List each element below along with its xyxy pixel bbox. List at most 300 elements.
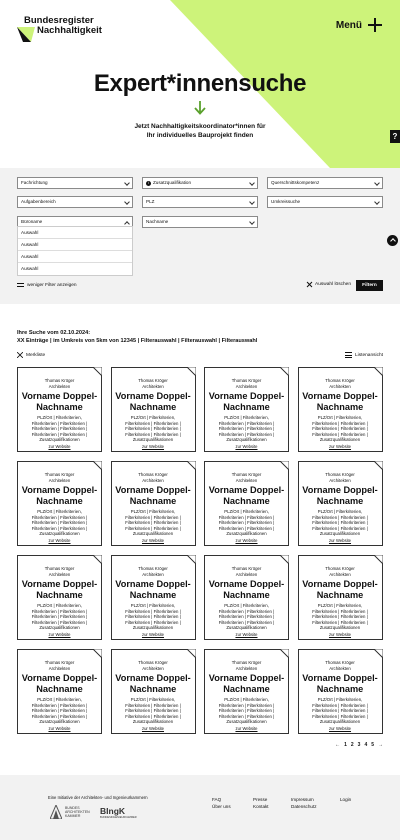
card-title [299,485,382,506]
card-person: Thomas Kröger [325,566,355,571]
bookmark-corner-icon[interactable] [374,649,383,658]
card-desc-line: PLZ/Ort | Filterkriterien, [37,697,82,702]
card-desc-line: PLZ/Ort | Filterkriterien, [224,603,269,608]
card-desc-line: Filterkriterien | Filterkriterien | [125,431,181,437]
card-desc-line: Filterkriterien | Filterkriterien | [218,619,275,625]
card-title-line1: Vorname Doppel- [21,579,98,589]
pager-next[interactable]: → [378,742,383,748]
card-desc-line: Filterkriterien | Filterkriterien | [31,708,88,714]
hero-subtitle [0,123,400,140]
card-person: Thomas Kröger [231,472,262,477]
logo-triangle-icon [17,27,35,42]
card-desc-line: Filterkriterien | Filterkriterien | [31,608,88,614]
card-website-link[interactable]: zur Website [235,632,258,637]
help-button[interactable]: ? [390,130,400,143]
card-title-line2: Nachname [223,401,270,412]
bak-line1: BUNDES [65,805,80,810]
card-desc-line: Zusatzqualifikationen [226,625,267,631]
card-person: Thomas Kröger [138,660,168,665]
card-description [205,603,288,631]
card-desc-line: Filterkriterien | Filterkriterien | [125,713,181,719]
card-description [205,415,288,443]
clear-selection-button[interactable] [307,282,351,287]
bak-line2: ARCHITEKTEN [65,809,90,814]
card-role: Architekten [142,665,164,671]
card-desc-line: Filterkriterien | Filterkriterien | [218,614,275,620]
card-desc-line: Filterkriterien | Filterkriterien | [218,702,275,708]
pagination [335,742,383,748]
menu-button[interactable] [336,18,382,32]
list-view-label: Listenansicht [355,352,383,358]
card-desc-line: Zusatzqualifikationen [319,625,361,631]
card-description [18,697,101,725]
card-title-line2: Nachname [316,495,364,506]
card-title-line1: Vorname Doppel- [302,485,378,495]
card-person: Thomas Kröger [325,378,355,383]
pager-prev[interactable]: ← [335,742,341,748]
card-desc-line: Filterkriterien | Filterkriterien | [125,619,181,625]
card-desc-line: Filterkriterien | Filterkriterien | [312,431,368,437]
card-title-line2: Nachname [36,495,83,506]
card-person: Thomas Kröger [138,566,168,571]
card-person: Thomas Kröger [325,472,355,477]
bak-line3: KAMMER [65,814,81,819]
card-person: Thomas Kröger [231,378,262,383]
menu-label: Menü [335,19,362,31]
card-title [299,391,382,412]
bookmark-corner-icon[interactable] [93,555,102,564]
pager-page[interactable]: 5 [371,742,374,748]
bak-logo-text [65,806,90,819]
card-desc-line: Zusatzqualifikationen [226,437,267,443]
dropdown-option[interactable]: Auswahl [18,239,132,251]
card-role: Architekten [142,571,164,577]
hero [0,0,400,168]
card-title [299,673,382,694]
card-desc-line: PLZ/Ort | Filterkriterien, [130,697,176,702]
card-person: Thomas Kröger [44,566,75,571]
card-description [299,509,382,537]
card-title-line2: Nachname [36,683,83,694]
card-website-link[interactable]: zur Website [235,444,258,449]
card-desc-line: Zusatzqualifikationen [39,437,80,443]
card-title-line1: Vorname Doppel- [302,391,378,401]
aufgabenbereich-select[interactable] [17,196,133,208]
card-title [112,485,195,506]
expert-card[interactable] [204,461,289,546]
card-desc-line: Filterkriterien | Filterkriterien | [31,713,88,719]
card-title [18,485,101,506]
card-role: Architekten [235,383,258,389]
bookmark-corner-icon[interactable] [93,367,102,376]
card-title [205,391,288,412]
clear-selection-label: Auswahl löschen [315,282,351,287]
bueroname-dropdown-list [17,226,133,276]
merkliste-label: Merkliste [26,352,46,358]
dropdown-option[interactable]: Auswahl [18,227,132,239]
card-desc-line: Zusatzqualifikationen [132,531,174,537]
footer-link-ueber-uns[interactable]: Über uns [212,804,231,809]
card-description [299,415,382,443]
card-title-line2: Nachname [36,401,83,412]
card-desc-line: PLZ/Ort | Filterkriterien, [224,415,269,420]
hero-subtitle-line2: Ihr individuelles Bauprojekt finden [146,131,254,139]
arrow-down-icon [194,101,206,115]
card-title [18,579,101,600]
card-title [18,673,101,694]
card-desc-line: Filterkriterien | Filterkriterien | [312,514,368,520]
card-desc-line: PLZ/Ort | Filterkriterien, [224,509,269,514]
card-website-link[interactable]: zur Website [48,632,71,637]
card-desc-line: Filterkriterien | Filterkriterien | [31,702,88,708]
card-role: Architekten [142,383,164,389]
footer-link-datenschutz[interactable]: Datenschutz [291,804,317,809]
card-person: Thomas Kröger [138,378,168,383]
bookmark-corner-icon[interactable] [374,555,383,564]
card-desc-line: Filterkriterien | Filterkriterien | [312,608,368,614]
card-description [205,509,288,537]
dropdown-option[interactable]: Auswahl [18,251,132,263]
expert-card[interactable] [17,461,102,546]
card-desc-line: Filterkriterien | Filterkriterien | [125,608,181,614]
card-desc-line: Filterkriterien | Filterkriterien | [31,520,88,526]
card-title-line2: Nachname [36,589,83,600]
card-role: Architekten [48,477,71,483]
card-desc-line: Filterkriterien | Filterkriterien | [312,619,368,625]
card-desc-line: PLZ/Ort | Filterkriterien, [130,603,176,608]
card-title-line1: Vorname Doppel- [21,673,98,683]
card-website-link[interactable]: zur Website [328,444,352,449]
card-person: Thomas Kröger [44,378,75,383]
zusatzqualifikation-label: Zusatzqualifikation [153,180,192,185]
hero-subtitle-line1: Jetzt Nachhaltigkeitskoordinator*innen für [134,123,266,130]
card-desc-line: Zusatzqualifikationen [319,531,361,537]
bingk-logo-text: BIngK [100,806,126,816]
card-role: Architekten [329,383,351,389]
expert-card[interactable] [204,649,289,734]
card-role: Architekten [329,571,351,577]
card-description [18,509,101,537]
footer-links-col4 [340,796,351,803]
card-desc-line: Filterkriterien | Filterkriterien | [31,426,88,432]
card-title-line2: Nachname [223,495,270,506]
card-title-line2: Nachname [129,683,177,694]
footer-link-presse[interactable]: Presse [253,797,268,802]
card-desc-line: Filterkriterien | Filterkriterien | [312,708,368,714]
expert-card[interactable] [111,461,196,546]
list-icon [345,352,352,358]
bookmark-corner-icon[interactable] [280,649,289,658]
card-title-line1: Vorname Doppel- [115,579,191,589]
bak-logo-icon [50,805,62,819]
footer-link-impressum[interactable]: Impressum [291,797,314,802]
card-website-link[interactable]: zur Website [328,632,352,637]
pager-page[interactable]: 3 [357,742,361,748]
chevron-down-icon [374,199,380,205]
aufgabenbereich-label: Aufgabenbereich [21,199,56,204]
card-desc-line: Filterkriterien | Filterkriterien | [125,514,181,520]
card-desc-line: PLZ/Ort | Filterkriterien, [37,509,82,514]
list-view-button[interactable] [345,352,383,358]
card-title-line2: Nachname [129,495,177,506]
expert-card[interactable] [298,555,383,640]
chevron-down-icon [124,199,130,205]
card-desc-line: Zusatzqualifikationen [39,719,80,725]
card-role: Architekten [48,665,71,671]
card-desc-line: PLZ/Ort | Filterkriterien, [130,415,176,420]
expert-card[interactable] [17,367,102,452]
card-role: Architekten [235,665,258,671]
bingk-logo[interactable] [100,806,137,819]
chevron-down-icon [249,219,255,225]
card-title [112,579,195,600]
plus-icon [368,18,382,32]
card-description [299,697,382,725]
card-website-link[interactable]: zur Website [141,632,165,637]
card-title [299,579,382,600]
footer-link-login[interactable]: Login [340,797,352,802]
card-desc-line: PLZ/Ort | Filterkriterien, [37,415,82,420]
bookmark-corner-icon[interactable] [93,649,102,658]
card-title-line2: Nachname [223,589,270,600]
bookmark-icon [17,352,23,358]
bookmark-corner-icon[interactable] [280,367,289,376]
plz-select[interactable] [142,196,258,208]
card-website-link[interactable]: zur Website [48,444,71,449]
chevron-down-icon [249,180,255,186]
card-title-line1: Vorname Doppel- [21,485,98,495]
card-title-line1: Vorname Doppel- [115,673,191,683]
card-website-link[interactable]: zur Website [235,726,258,731]
card-title-line1: Vorname Doppel- [115,391,191,401]
card-desc-line: Filterkriterien | Filterkriterien | [312,614,368,620]
card-description [112,415,195,443]
card-role: Architekten [329,477,351,483]
card-desc-line: PLZ/Ort | Filterkriterien, [37,603,82,608]
card-desc-line: Filterkriterien | Filterkriterien | [31,431,88,437]
nachname-label: Nachname [146,219,169,224]
fachrichtung-select[interactable] [17,177,133,189]
card-desc-line: Filterkriterien | Filterkriterien | [218,426,275,432]
card-desc-line: Zusatzqualifikationen [226,719,267,725]
card-website-link[interactable]: zur Website [141,726,165,731]
card-desc-line: Zusatzqualifikationen [319,437,361,443]
card-desc-line: Filterkriterien | Filterkriterien | [125,525,181,531]
card-desc-line: PLZ/Ort | Filterkriterien, [130,509,176,514]
nachname-input[interactable] [142,216,258,228]
logo-line2: Nachhaltigkeit [37,25,102,36]
card-desc-line: Filterkriterien | Filterkriterien | [218,520,275,526]
card-description [112,603,195,631]
card-desc-line: Zusatzqualifikationen [39,531,80,537]
chevron-down-icon [374,180,380,186]
card-desc-line: PLZ/Ort | Filterkriterien, [317,603,363,608]
expert-card[interactable] [298,649,383,734]
card-desc-line: Filterkriterien | Filterkriterien | [125,614,181,620]
bookmark-corner-icon[interactable] [187,367,196,376]
zusatzqualifikation-select[interactable] [142,177,258,189]
card-desc-line: Filterkriterien | Filterkriterien | [312,713,368,719]
card-desc-line: Filterkriterien | Filterkriterien | [31,525,88,531]
card-desc-line: Filterkriterien | Filterkriterien | [125,702,181,708]
bookmark-corner-icon[interactable] [280,461,289,470]
footer-link-kontakt[interactable]: Kontakt [253,804,269,809]
card-description [18,603,101,631]
footer [0,775,400,840]
card-website-link[interactable]: zur Website [141,538,165,543]
card-website-link[interactable]: zur Website [48,538,71,543]
card-desc-line: Zusatzqualifikationen [39,625,80,631]
card-title [205,579,288,600]
card-description [112,697,195,725]
card-website-link[interactable]: zur Website [328,726,352,731]
card-desc-line: Filterkriterien | Filterkriterien | [125,708,181,714]
search-date-line: Ihre Suche vom 02.10.2024: [17,330,91,336]
card-description [18,415,101,443]
card-desc-line: Filterkriterien | Filterkriterien | [31,514,88,520]
bookmark-corner-icon[interactable] [374,461,383,470]
card-website-link[interactable]: zur Website [328,538,352,543]
expert-card[interactable] [111,555,196,640]
card-desc-line: Filterkriterien | Filterkriterien | [218,514,275,520]
card-role: Architekten [235,571,258,577]
card-desc-line: PLZ/Ort | Filterkriterien, [317,697,363,702]
chevron-down-icon [124,180,130,186]
card-desc-line: Filterkriterien | Filterkriterien | [125,520,181,526]
expert-card[interactable] [298,461,383,546]
dropdown-option[interactable]: Auswahl [21,266,39,271]
results-summary [17,329,257,345]
card-desc-line: Zusatzqualifikationen [226,531,267,537]
card-person: Thomas Kröger [44,472,75,477]
bookmark-corner-icon[interactable] [93,461,102,470]
card-title-line1: Vorname Doppel- [302,673,378,683]
card-title-line2: Nachname [316,401,364,412]
card-desc-line: PLZ/Ort | Filterkriterien, [317,509,363,514]
bookmark-corner-icon[interactable] [187,461,196,470]
card-title [205,673,288,694]
sliders-icon [17,282,24,288]
card-desc-line: Filterkriterien | Filterkriterien | [312,426,368,432]
card-description [205,697,288,725]
card-description [112,509,195,537]
expert-card[interactable] [17,555,102,640]
card-title-line1: Vorname Doppel- [115,485,191,495]
card-desc-line: Filterkriterien | Filterkriterien | [218,420,275,426]
card-title-line1: Vorname Doppel- [208,485,285,495]
bookmark-corner-icon[interactable] [280,555,289,564]
card-role: Architekten [48,383,71,389]
card-desc-line: Filterkriterien | Filterkriterien | [218,713,275,719]
expert-card[interactable] [111,649,196,734]
close-icon [307,282,312,287]
card-desc-line: Filterkriterien | Filterkriterien | [312,525,368,531]
expert-card[interactable] [204,555,289,640]
card-desc-line: Filterkriterien | Filterkriterien | [31,619,88,625]
expert-card[interactable] [111,367,196,452]
card-desc-line: Filterkriterien | Filterkriterien | [125,426,181,432]
scroll-up-button[interactable] [387,235,398,246]
plz-label: PLZ [146,199,155,204]
card-desc-line: Zusatzqualifikationen [132,437,174,443]
bingk-logo-subtext: BUNDESINGENIEURKAMMER [100,816,137,819]
card-role: Architekten [235,477,258,483]
card-person: Thomas Kröger [44,660,75,665]
pager-page[interactable]: 4 [364,742,368,748]
search-summary-line: XX Einträge | im Umkreis von 5km von 12345 | Filterauswahl | Filterauswahl | Filterauswahl [17,338,258,344]
expert-card[interactable] [204,367,289,452]
card-desc-line: Filterkriterien | Filterkriterien | [31,420,88,426]
card-title [112,391,195,412]
card-website-link[interactable]: zur Website [235,538,258,543]
card-desc-line: Filterkriterien | Filterkriterien | [218,608,275,614]
site-logo[interactable] [17,16,102,36]
less-filters-label: weniger Filter anzeigen [27,282,77,288]
card-desc-line: PLZ/Ort | Filterkriterien, [317,415,363,420]
bookmark-corner-icon[interactable] [187,649,196,658]
bookmark-corner-icon[interactable] [187,555,196,564]
info-icon[interactable]: i [146,181,151,186]
footer-links-col2 [253,796,269,810]
card-title-line2: Nachname [316,589,364,600]
card-role: Architekten [142,477,164,483]
merkliste-button[interactable] [17,352,45,358]
chevron-down-icon [249,199,255,205]
logo-line1: Bundesregister [24,15,94,26]
card-title [112,673,195,694]
card-title-line1: Vorname Doppel- [302,579,378,589]
card-title-line2: Nachname [129,401,177,412]
fachrichtung-label: Fachrichtung [21,180,48,185]
card-desc-line: Zusatzqualifikationen [319,719,361,725]
card-desc-line: Filterkriterien | Filterkriterien | [218,431,275,437]
footer-initiative: Eine Initiative der Architekten- und Ingenieurkammern [48,795,148,800]
card-person: Thomas Kröger [231,566,262,571]
pager-page[interactable]: 1 [344,742,347,748]
card-title [205,485,288,506]
card-desc-line: Zusatzqualifikationen [132,625,174,631]
card-description [299,603,382,631]
card-title-line2: Nachname [223,683,270,694]
card-title [18,391,101,412]
footer-links-col1 [212,796,231,810]
filter-submit-button[interactable]: Filtern [356,280,383,291]
card-person: Thomas Kröger [231,660,262,665]
bookmark-corner-icon[interactable] [374,367,383,376]
pager-page[interactable]: 2 [350,742,354,748]
bak-logo[interactable] [50,805,90,819]
page-title: Expert*innensuche [93,70,307,97]
card-desc-line: Filterkriterien | Filterkriterien | [312,420,368,426]
less-filters-toggle[interactable] [17,282,77,288]
expert-card[interactable] [17,649,102,734]
umkreissuche-label: Umkreissuche [271,199,301,204]
card-desc-line: PLZ/Ort | Filterkriterien, [224,697,269,702]
expert-card[interactable] [298,367,383,452]
card-title-line1: Vorname Doppel- [208,579,285,589]
card-person: Thomas Kröger [325,660,355,665]
card-title-line1: Vorname Doppel- [208,391,285,401]
footer-links-col3 [291,796,317,810]
querschnittskompetenz-select[interactable] [267,177,383,189]
footer-link-faq[interactable]: FAQ [212,797,222,802]
umkreissuche-select[interactable] [267,196,383,208]
card-desc-line: Filterkriterien | Filterkriterien | [218,525,275,531]
card-website-link[interactable]: zur Website [48,726,71,731]
card-website-link[interactable]: zur Website [141,444,165,449]
card-desc-line: Filterkriterien | Filterkriterien | [312,520,368,526]
card-desc-line: Filterkriterien | Filterkriterien | [312,702,368,708]
